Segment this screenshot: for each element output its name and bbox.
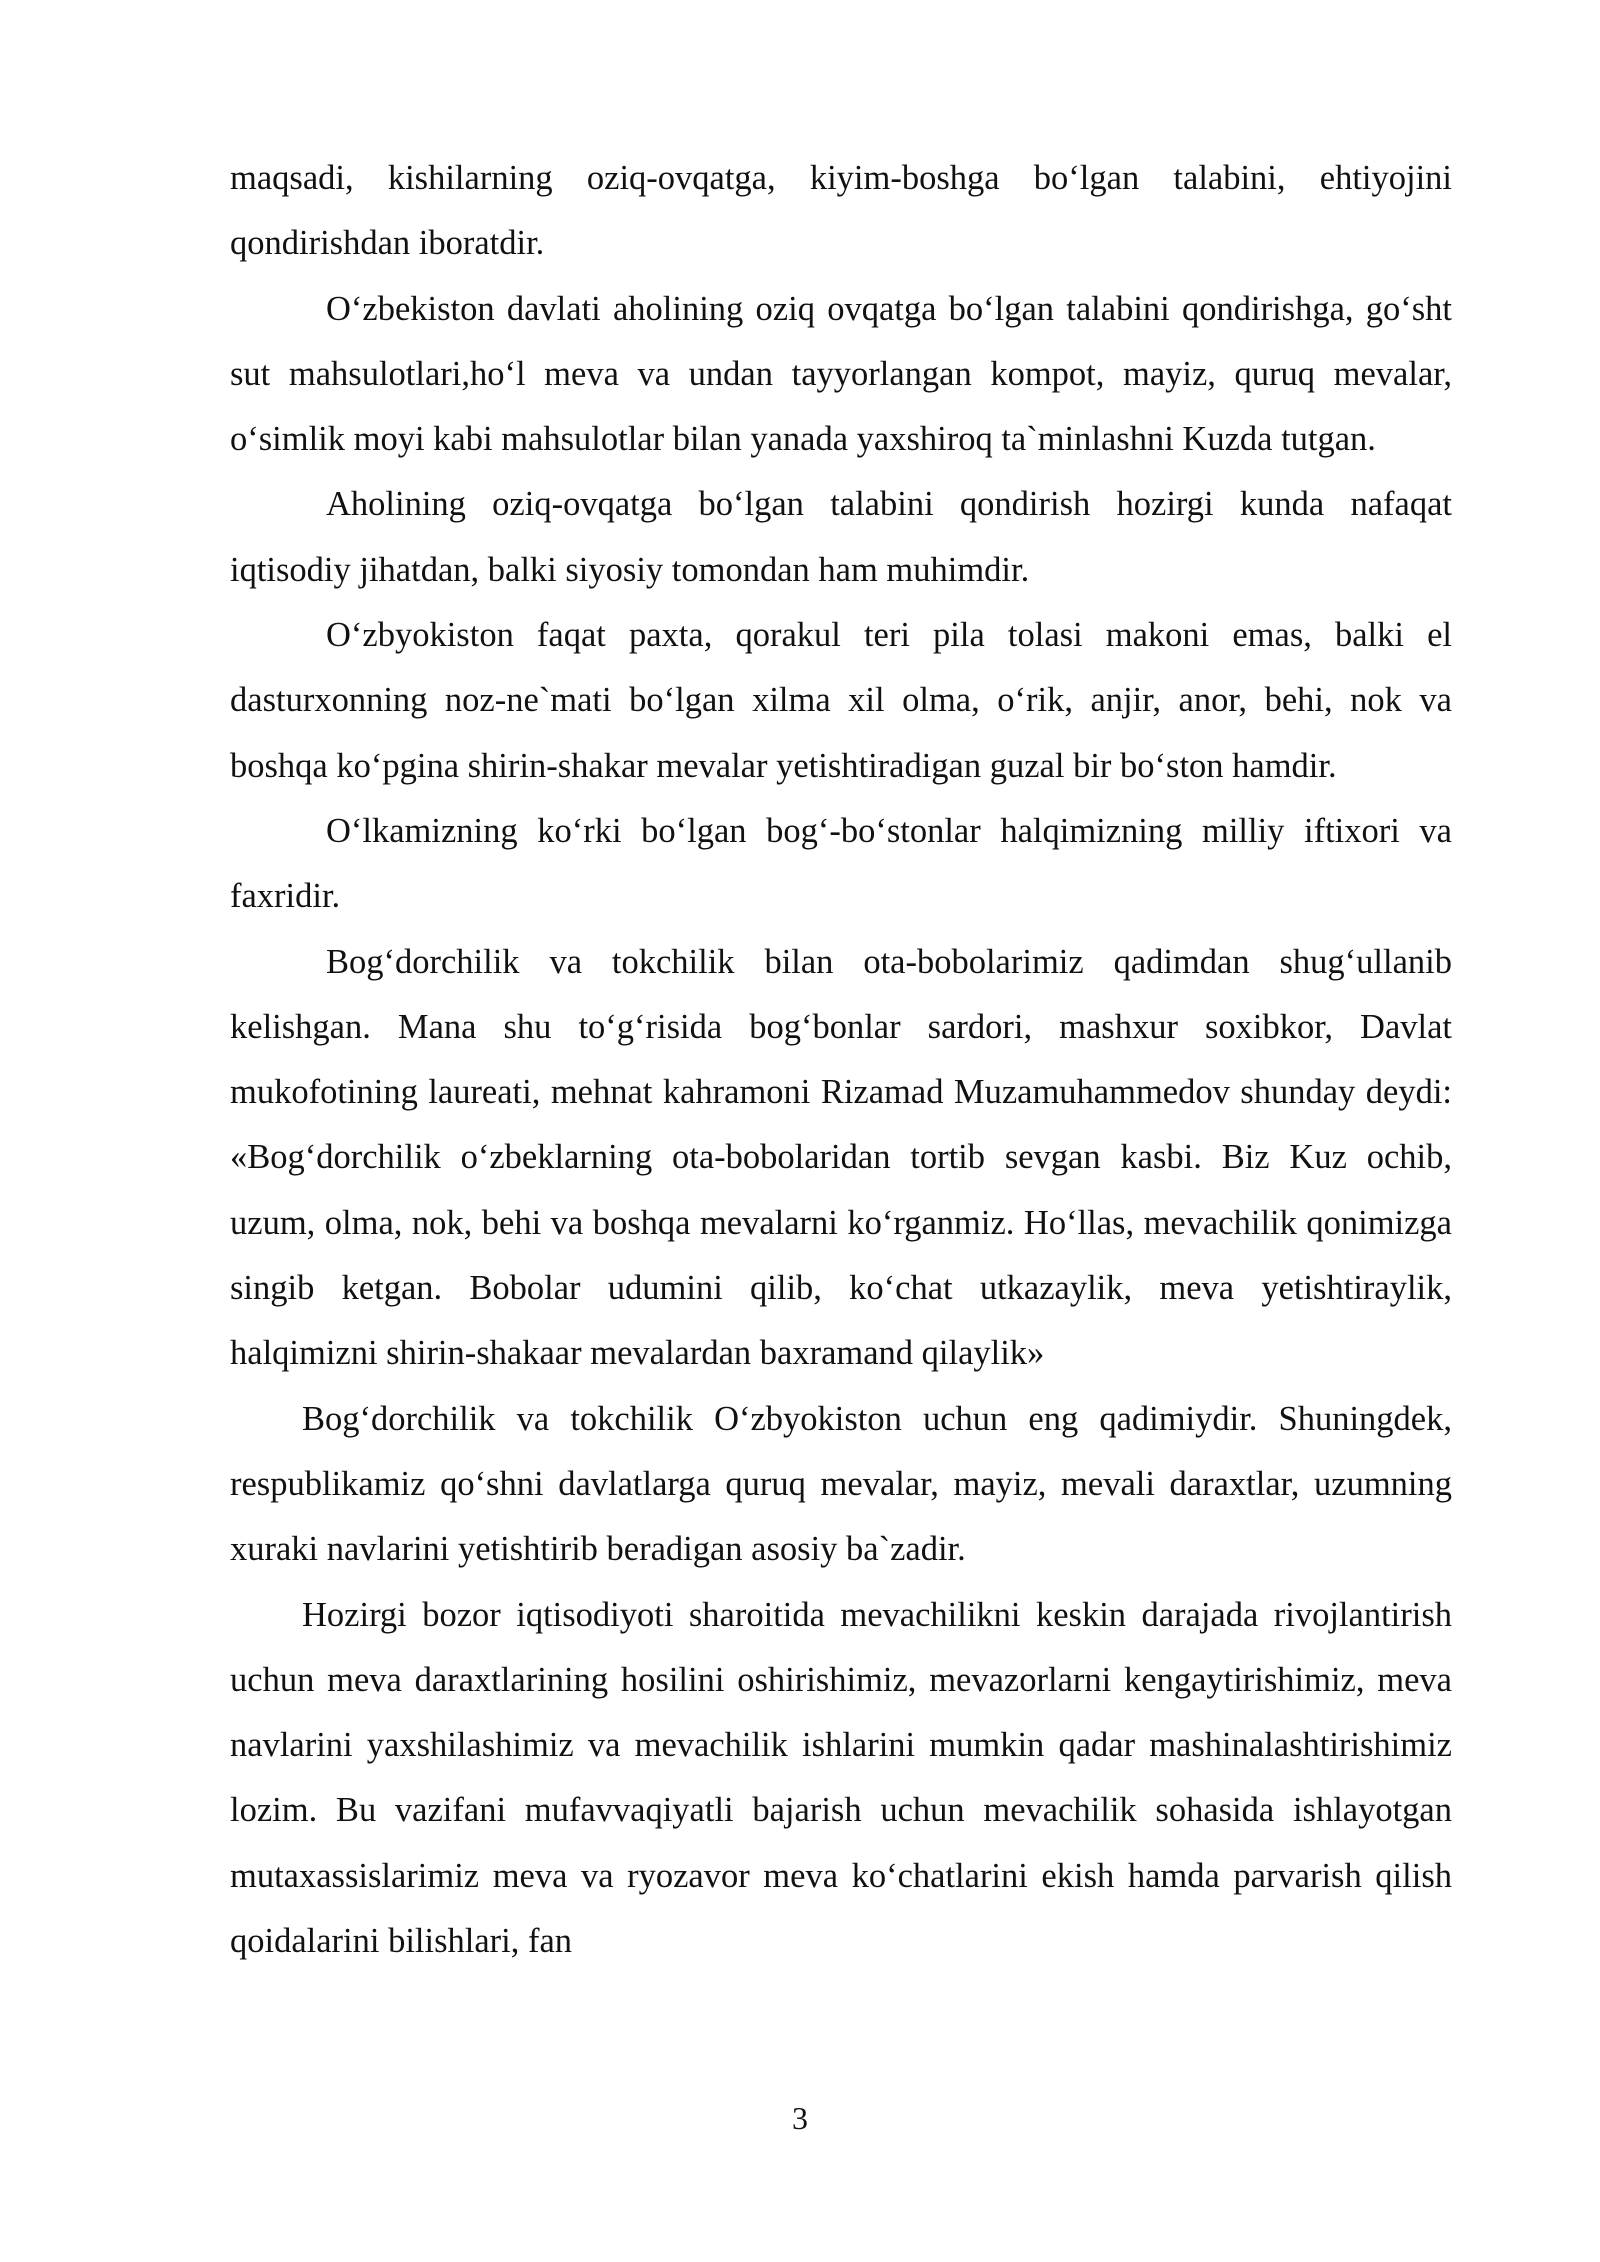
paragraph-4: O‘zbyokiston faqat paxta, qorakul teri pila tolasi makoni emas, balki el dasturxonning noz-ne`mati bo‘lgan xilma xil olma, o‘rik, anjir, anor, behi, nok va boshqa ko‘pgina shirin-shakar mevalar yetishtiradigan guzal bir bo‘ston hamdir. — [230, 616, 1452, 785]
page-number: 3 — [792, 2100, 808, 2136]
paragraph-1: maqsadi, kishilarning oziq-ovqatga, kiyim-boshga bo‘lgan talabini, ehtiyojini qondirishdan iboratdir. — [230, 159, 1452, 263]
body-text — [230, 146, 1452, 1974]
paragraph-2: O‘zbekiston davlati aholining oziq ovqatga bo‘lgan talabini qondirishga, go‘sht sut mahsulotlari,ho‘l meva va undan tayyorlangan kompot, mayiz, quruq mevalar, o‘simlik moyi kabi mahsulotlar bilan yanada yaxshiroq ta`minlashni Kuzda tutgan. — [230, 289, 1452, 459]
paragraph-7: Bog‘dorchilik va tokchilik O‘zbyokiston uchun eng qadimiydir. Shuningdek, respublikamiz qo‘shni davlatlarga quruq mevalar, mayiz, mevali daraxtlar, uzumning xuraki navlarini yetishtirib beradigan asosiy ba`zadir. — [230, 1399, 1452, 1569]
paragraph-6: Bog‘dorchilik va tokchilik bilan ota-bobolarimiz qadimdan shug‘ullanib kelishgan. Mana shu to‘g‘risida bog‘bonlar sardori, mashxur soxibkor, Davlat mukofotining laureati, mehnat kahramoni Rizamad Muzamuhammedov shunday deydi: «Bog‘dorchilik o‘zbeklarning ota-bobolaridan tortib sevgan kasbi. Biz Kuz ochib, uzum, olma, nok, behi va boshqa mevalarni ko‘rganmiz. Ho‘llas, mevachilik qonimizga singib ketgan. Bobolar udumini qilib, ko‘chat utkazaylik, meva yetishtiraylik, halqimizni shirin-shakaar mevalardan baxramand qilaylik» — [230, 942, 1452, 1373]
paragraph-3: Aholining oziq-ovqatga bo‘lgan talabini qondirish hozirgi kunda nafaqat iqtisodiy jihatdan, balki siyosiy tomondan ham muhimdir. — [230, 485, 1452, 589]
paragraph-5: O‘lkamizning ko‘rki bo‘lgan bog‘-bo‘stonlar halqimizning milliy iftixori va faxridir. — [230, 811, 1452, 916]
paragraph-8: Hozirgi bozor iqtisodiyoti sharoitida mevachilikni keskin darajada rivojlantirish uchun meva daraxtlarining hosilini oshirishimiz, mevazorlarni kengaytirishimiz, meva navlarini yaxshilashimiz va mevachilik ishlarini mumkin qadar mashinalashtirishimiz lozim. Bu vazifani mufavvaqiyatli bajarish uchun mevachilik sohasida ishlayotgan mutaxassislarimiz meva va ryozavor meva ko‘chatlarini ekish hamda parvarish qilish qoidalarini bilishlari, fan — [230, 1595, 1452, 1961]
